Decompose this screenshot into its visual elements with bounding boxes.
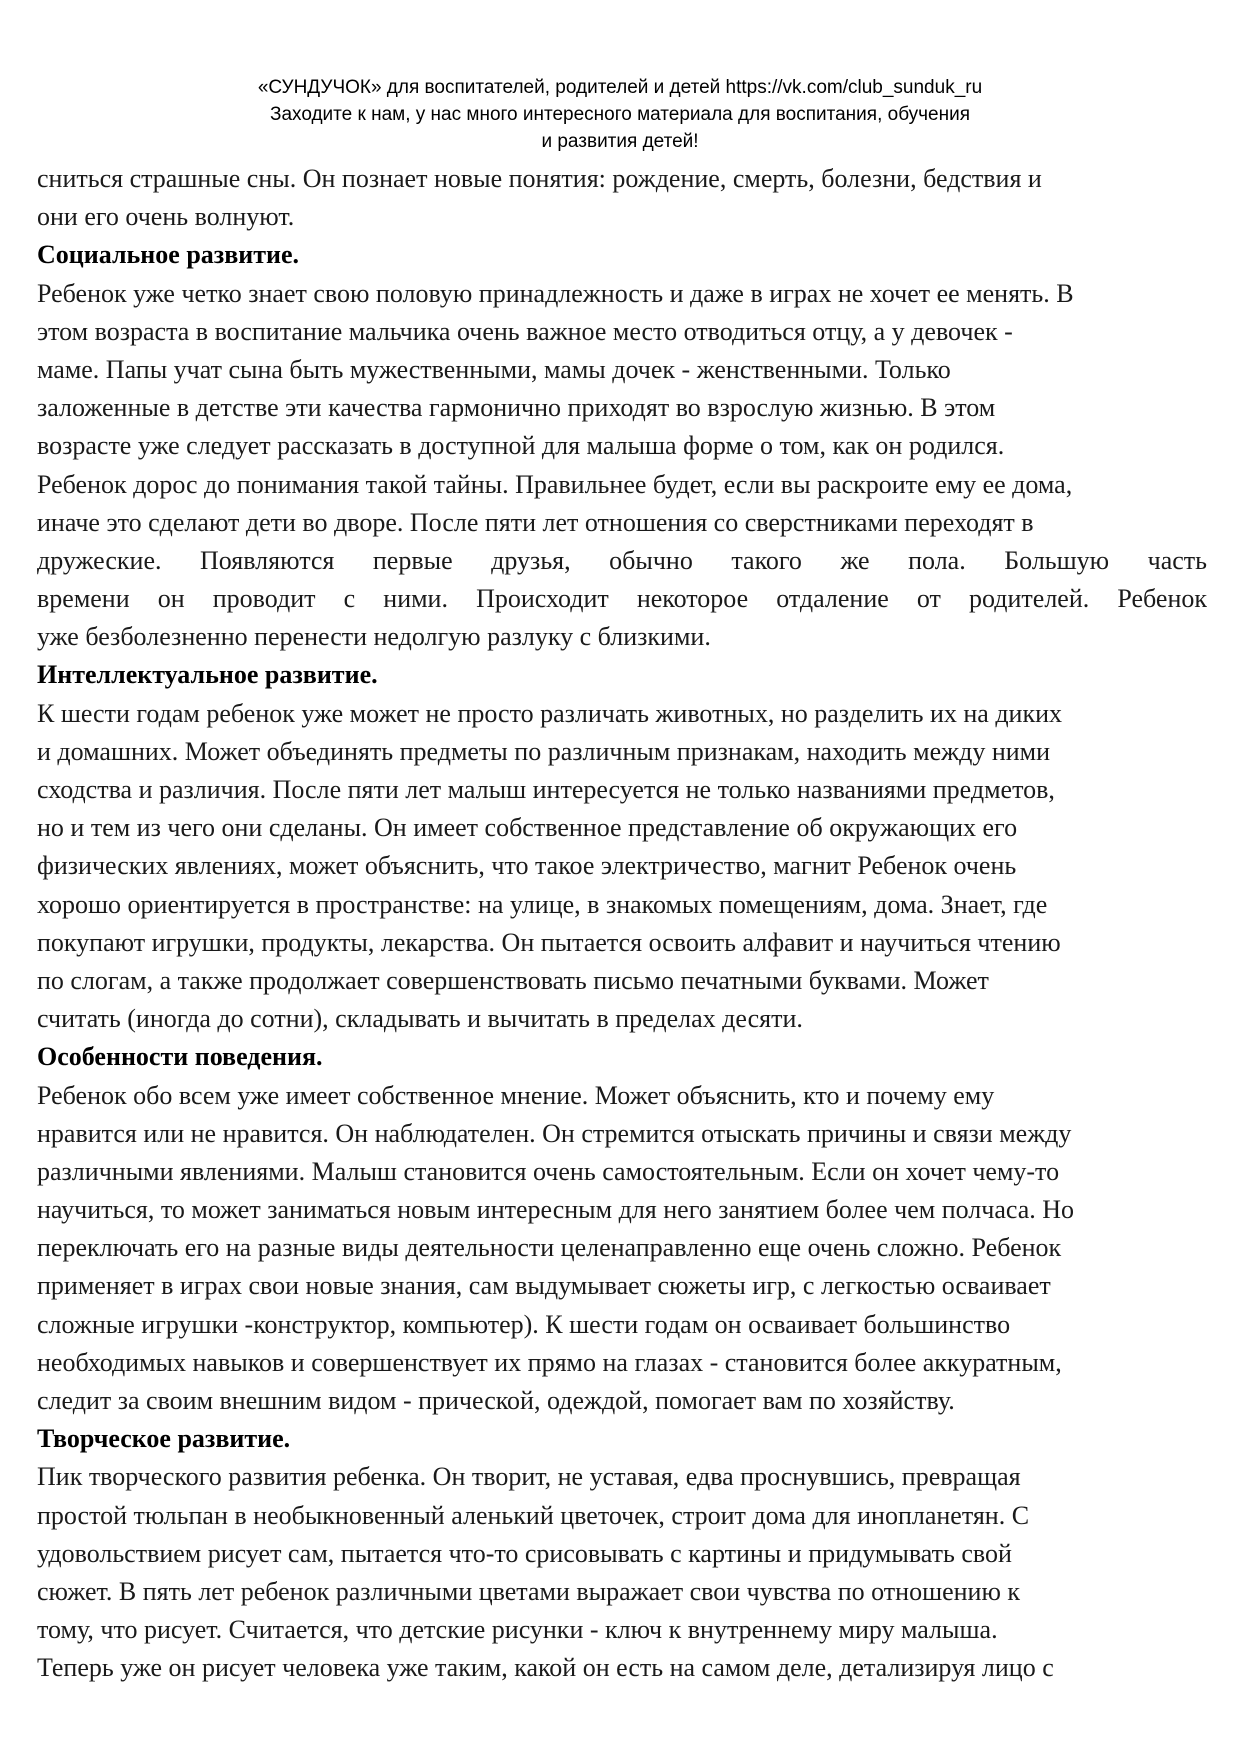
- section-heading-creative: Творческое развитие.: [37, 1424, 291, 1454]
- text-line: сюжет. В пять лет ребенок различными цветами выражает свои чувства по отношению к: [37, 1576, 1021, 1606]
- text-line: удовольствием рисует сам, пытается что-то срисовывать с картины и придумывать свой: [37, 1538, 1012, 1568]
- text-line: по слогам, а также продолжает совершенствовать письмо печатными буквами. Может: [37, 965, 989, 995]
- text-line: применяет в играх свои новые знания, сам выдумывает сюжеты игр, с легкостью осваивает: [37, 1271, 1051, 1301]
- text-line: физических явлениях, может объяснить, что такое электричество, магнит Ребенок очень: [37, 851, 1017, 881]
- text-line: покупают игрушки, продукты, лекарства. Он пытается освоить алфавит и научиться чтению: [37, 927, 1061, 957]
- text-line: научиться, то может заниматься новым интересным для него занятием более чем полчаса. Но: [37, 1195, 1075, 1225]
- text-line: Ребенок уже четко знает свою половую принадлежность и даже в играх не хочет ее менять. В: [37, 278, 1074, 308]
- header-line-1: «СУНДУЧОК» для воспитателей, родителей и детей https://vk.com/club_sunduk_ru: [257, 77, 983, 98]
- text-line: тому, что рисует. Считается, что детские рисунки - ключ к внутреннему миру малыша.: [37, 1615, 998, 1645]
- text-line: Ребенок дорос до понимания такой тайны. Правильнее будет, если вы раскроите ему ее дома,: [37, 469, 1073, 499]
- text-line: маме. Папы учат сына быть мужественными, мамы дочек - женственными. Только: [37, 354, 951, 384]
- page-header: [0, 74, 1240, 155]
- text-line: сходства и различия. После пяти лет малыш интересуется не только названиями предметов,: [37, 775, 1055, 804]
- text-line: но и тем из чего они сделаны. Он имеет собственное представление об окружающих его: [37, 813, 1018, 843]
- text-line: К шести годам ребенок уже может не просто различать животных, но разделить их на диких: [37, 698, 1063, 728]
- text-line: и домашних. Может объединять предметы по различным признакам, находить между ними: [37, 736, 1051, 766]
- text-line: заложенные в детстве эти качества гармонично приходят во взрослую жизнью. В этом: [37, 393, 996, 423]
- section-heading-behavior: Особенности поведения.: [37, 1042, 323, 1072]
- text-line: Пик творческого развития ребенка. Он творит, не уставая, едва проснувшись, превращая: [37, 1462, 1021, 1492]
- text-line: сложные игрушки -конструктор, компьютер). К шести годам он осваивает большинство: [37, 1309, 1011, 1339]
- text-line: переключать его на разные виды деятельности целенаправленно еще очень сложно. Ребенок: [37, 1233, 1062, 1263]
- text-line: возрасте уже следует рассказать в доступной для малыша форме о том, как он родился.: [37, 431, 1005, 461]
- text-line: времени он проводит с ними. Происходит некоторое отдаление от родителей. Ребенок: [37, 584, 1207, 614]
- section-heading-intellectual: Интеллектуальное развитие.: [37, 660, 378, 690]
- text-line: хорошо ориентируется в пространстве: на улице, в знакомых помещениям, дома. Знает, где: [37, 889, 1048, 919]
- text-line: этом возраста в воспитание мальчика очень важное место отводиться отцу, а у девочек -: [37, 316, 1013, 346]
- text-line: дружеские. Появляются первые друзья, обычно такого же пола. Большую часть: [37, 545, 1207, 575]
- text-line: необходимых навыков и совершенствует их прямо на глазах - становится более аккуратным,: [37, 1347, 1062, 1377]
- document-body: [37, 160, 1207, 1688]
- text-line: нравится или не нравится. Он наблюдателен. Он стремится отыскать причины и связи между: [37, 1118, 1072, 1148]
- text-line: Теперь уже он рисует человека уже таким, какой он есть на самом деле, детализируя лицо с: [37, 1653, 1054, 1683]
- text-line: Ребенок обо всем уже имеет собственное мнение. Может объяснить, кто и почему ему: [37, 1080, 995, 1110]
- text-line: различными явлениями. Малыш становится очень самостоятельным. Если он хочет чему-то: [37, 1156, 1060, 1186]
- text-line: сниться страшные сны. Он познает новые понятия: рождение, смерть, болезни, бедствия и: [37, 164, 1042, 193]
- text-line: иначе это сделают дети во дворе. После пяти лет отношения со сверстниками переходят в: [37, 507, 1034, 537]
- text-line: они его очень волнуют.: [37, 202, 295, 232]
- section-heading-social: Социальное развитие.: [37, 240, 300, 270]
- header-line-3: и развития детей!: [541, 131, 699, 152]
- header-line-2: Заходите к нам, у нас много интересного материала для воспитания, обучения: [269, 104, 971, 125]
- text-line: уже безболезненно перенести недолгую разлуку с близкими.: [37, 622, 711, 652]
- text-line: простой тюльпан в необыкновенный аленький цветочек, строит дома для инопланетян. С: [37, 1500, 1030, 1530]
- text-line: следит за своим внешним видом - прической, одеждой, помогает вам по хозяйству.: [37, 1386, 955, 1415]
- text-line: считать (иногда до сотни), складывать и вычитать в пределах десяти.: [37, 1004, 803, 1034]
